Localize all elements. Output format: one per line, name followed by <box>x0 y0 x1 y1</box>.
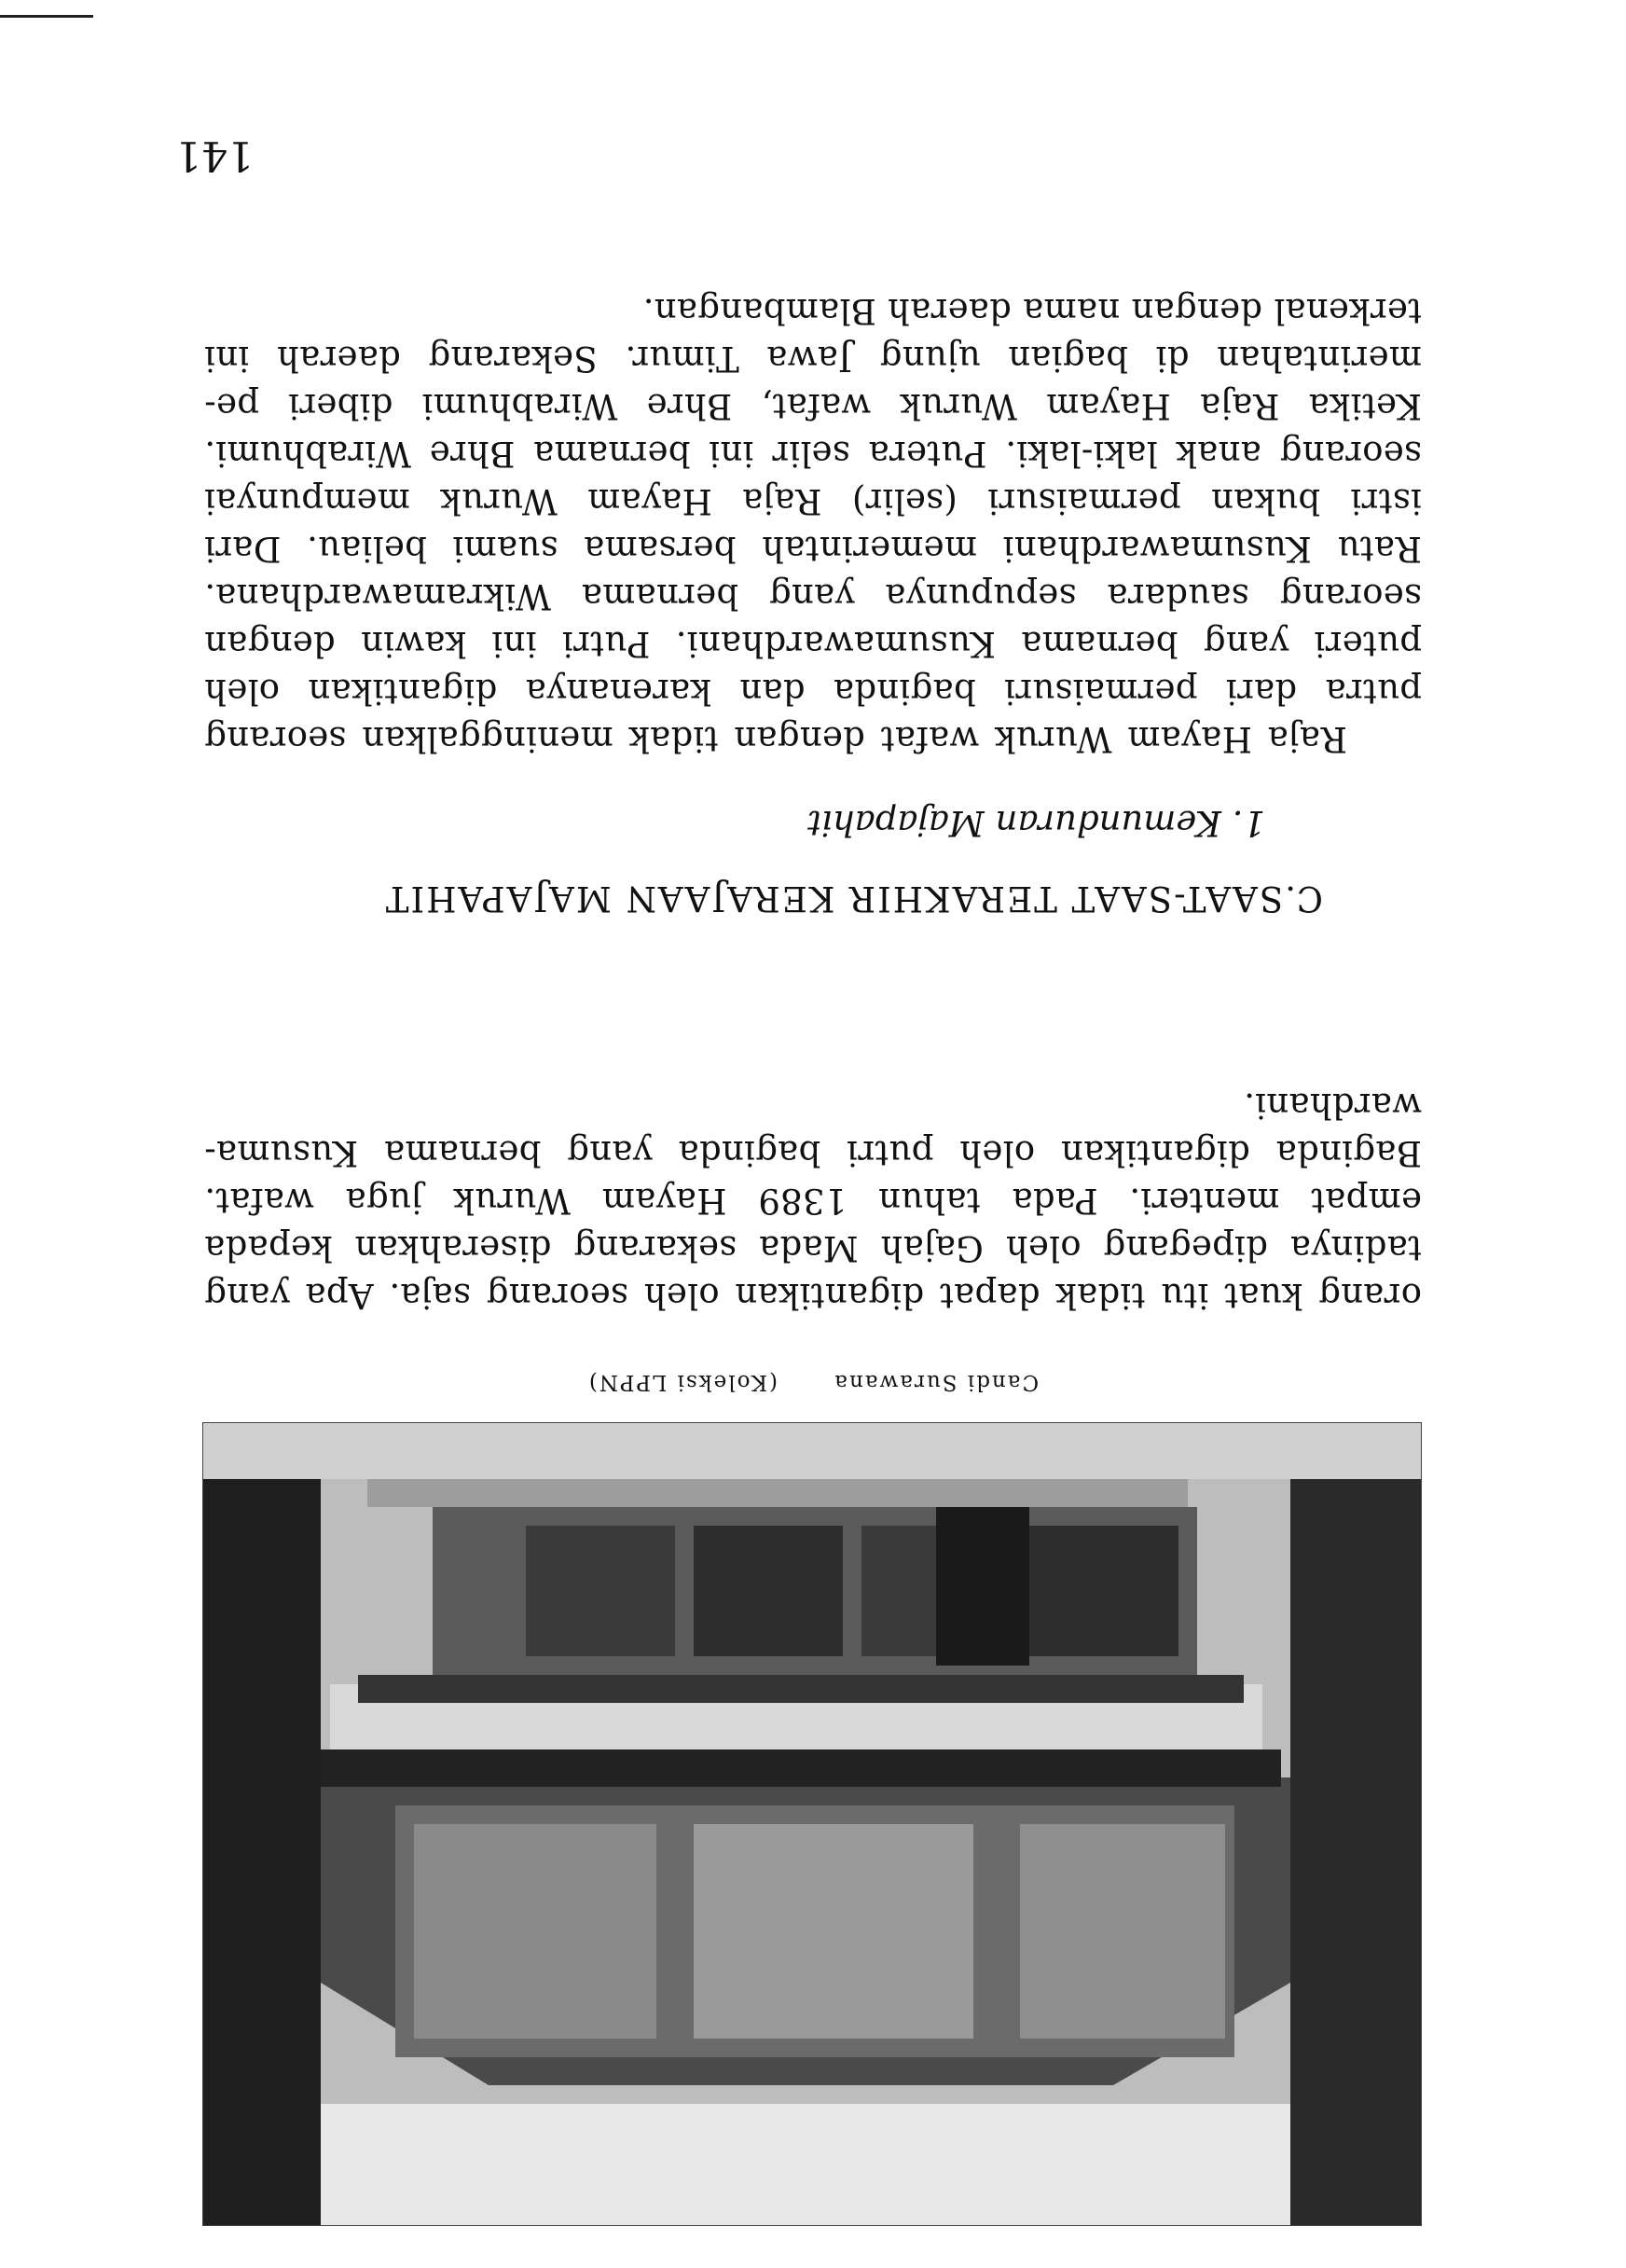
paragraph-line: empat menteri. Pada tahun 1389 Hayam Wuruk juga wafat. <box>204 1181 1422 1221</box>
scan-edge-mark <box>0 15 93 18</box>
caption-credit: (Koleksi LPPN) <box>586 1370 779 1394</box>
paragraph-line: seorang saudara sepupunya yang bernama Wikramawardhana. <box>204 576 1422 616</box>
section-subheading: 1. Kemunduran Majapahit <box>807 803 1265 843</box>
photo-caption <box>0 1370 1626 1394</box>
paragraph-line: Raja Hayam Wuruk wafat dengan tidak meninggalkan seorang <box>204 719 1347 759</box>
temple-photo <box>202 1422 1422 2226</box>
paragraph-1 <box>204 1082 1422 1320</box>
caption-title: Candi Surawana <box>833 1370 1040 1394</box>
section-heading: C.SAAT-SAAT TERAKHIR KERAJAAN MAJAPAHIT <box>383 878 1323 919</box>
paragraph-line: tadinya dipegang oleh Gajah Mada sekarang diserahkan kepada <box>204 1228 1422 1268</box>
paragraph-line: orang kuat itu tidak dapat digantikan oleh seorang saja. Apa yang <box>204 1276 1422 1316</box>
paragraph-line: puteri yang bernama Kusumawardhani. Putri ini kawin dengan <box>204 624 1422 664</box>
page-number: 141 <box>175 131 254 179</box>
paragraph-line: terkenal dengan nama daerah Blambangan. <box>642 291 1422 331</box>
paragraph-line: putra dari permaisuri baginda dan karenanya digantikan oleh <box>204 671 1422 712</box>
paragraph-line: Baginda digantikan oleh putri baginda yang bernama Kusuma- <box>204 1133 1422 1173</box>
paragraph-line: merintahan di bagian ujung Jawa Timur. Sekarang daerah ini <box>204 339 1422 379</box>
paragraph-line: Ketika Raja Hayam Wuruk wafat, Bhre Wirabhumi diberi pe- <box>204 386 1422 426</box>
paragraph-2 <box>204 287 1422 763</box>
paragraph-line: seorang anak laki-laki. Putera selir ini bernama Bhre Wirabhumi. <box>204 434 1422 474</box>
paragraph-line: istri bukan permaisuri (selir) Raja Hayam Wuruk mempunyai <box>204 481 1422 521</box>
paragraph-line: wardhani. <box>1243 1086 1422 1126</box>
paragraph-line: Ratu Kusumawardhani memerintah bersama suami beliau. Dari <box>204 529 1422 569</box>
